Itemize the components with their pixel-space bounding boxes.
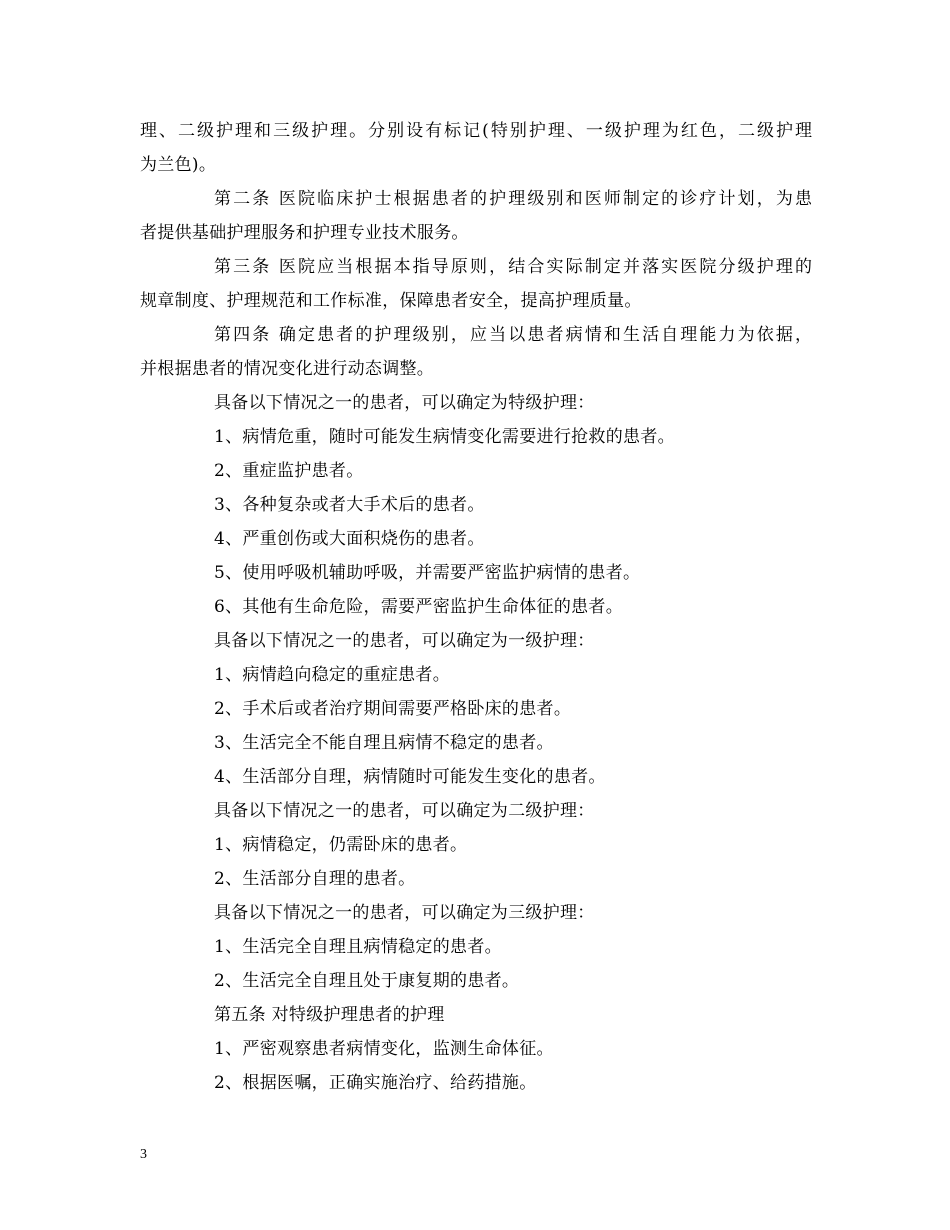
list-item: 2、手术后或者治疗期间需要严格卧床的患者。 xyxy=(214,699,572,719)
level-3-care-heading: 具备以下情况之一的患者，可以确定为三级护理： xyxy=(214,903,595,923)
list-item: 1、病情危重，随时可能发生病情变化需要进行抢救的患者。 xyxy=(214,427,675,447)
list-item: 3、各种复杂或者大手术后的患者。 xyxy=(214,495,485,515)
list-item: 6、其他有生命危险，需要严密监护生命体征的患者。 xyxy=(214,597,624,617)
article-4-line: 第四条 确定患者的护理级别，应当以患者病情和生活自理能力为依据， xyxy=(214,325,812,345)
list-item: 1、病情趋向稳定的重症患者。 xyxy=(214,665,451,685)
level-1-care-heading: 具备以下情况之一的患者，可以确定为一级护理： xyxy=(214,631,595,651)
level-2-care-heading: 具备以下情况之一的患者，可以确定为二级护理： xyxy=(214,801,595,821)
article-3-line: 第三条 医院应当根据本指导原则，结合实际制定并落实医院分级护理的 xyxy=(214,257,812,277)
special-care-heading: 具备以下情况之一的患者，可以确定为特级护理： xyxy=(214,393,595,413)
article-2-line: 第二条 医院临床护士根据患者的护理级别和医师制定的诊疗计划，为患 xyxy=(214,189,812,209)
list-item: 4、生活部分自理，病情随时可能发生变化的患者。 xyxy=(214,767,606,787)
list-item: 2、重症监护患者。 xyxy=(214,461,364,481)
list-item: 2、根据医嘱，正确实施治疗、给药措施。 xyxy=(214,1073,537,1093)
list-item: 1、病情稳定，仍需卧床的患者。 xyxy=(214,835,468,855)
list-item: 1、严密观察患者病情变化，监测生命体征。 xyxy=(214,1039,554,1059)
paragraph-line: 为兰色)。 xyxy=(140,155,217,175)
list-item: 1、生活完全自理且病情稳定的患者。 xyxy=(214,937,502,957)
paragraph-line: 并根据患者的情况变化进行动态调整。 xyxy=(140,359,435,379)
list-item: 2、生活部分自理的患者。 xyxy=(214,869,416,889)
paragraph-line: 规章制度、护理规范和工作标准，保障患者安全，提高护理质量。 xyxy=(140,291,642,311)
list-item: 4、严重创伤或大面积烧伤的患者。 xyxy=(214,529,485,549)
paragraph-line: 者提供基础护理服务和护理专业技术服务。 xyxy=(140,223,469,243)
article-5-heading: 第五条 对特级护理患者的护理 xyxy=(214,1005,445,1025)
page-number: 3 xyxy=(140,1147,147,1162)
paragraph-line: 理、二级护理和三级护理。分别设有标记(特别护理、一级护理为红色，二级护理 xyxy=(140,121,812,141)
list-item: 5、使用呼吸机辅助呼吸，并需要严密监护病情的患者。 xyxy=(214,563,641,583)
list-item: 2、生活完全自理且处于康复期的患者。 xyxy=(214,971,520,991)
list-item: 3、生活完全不能自理且病情不稳定的患者。 xyxy=(214,733,554,753)
